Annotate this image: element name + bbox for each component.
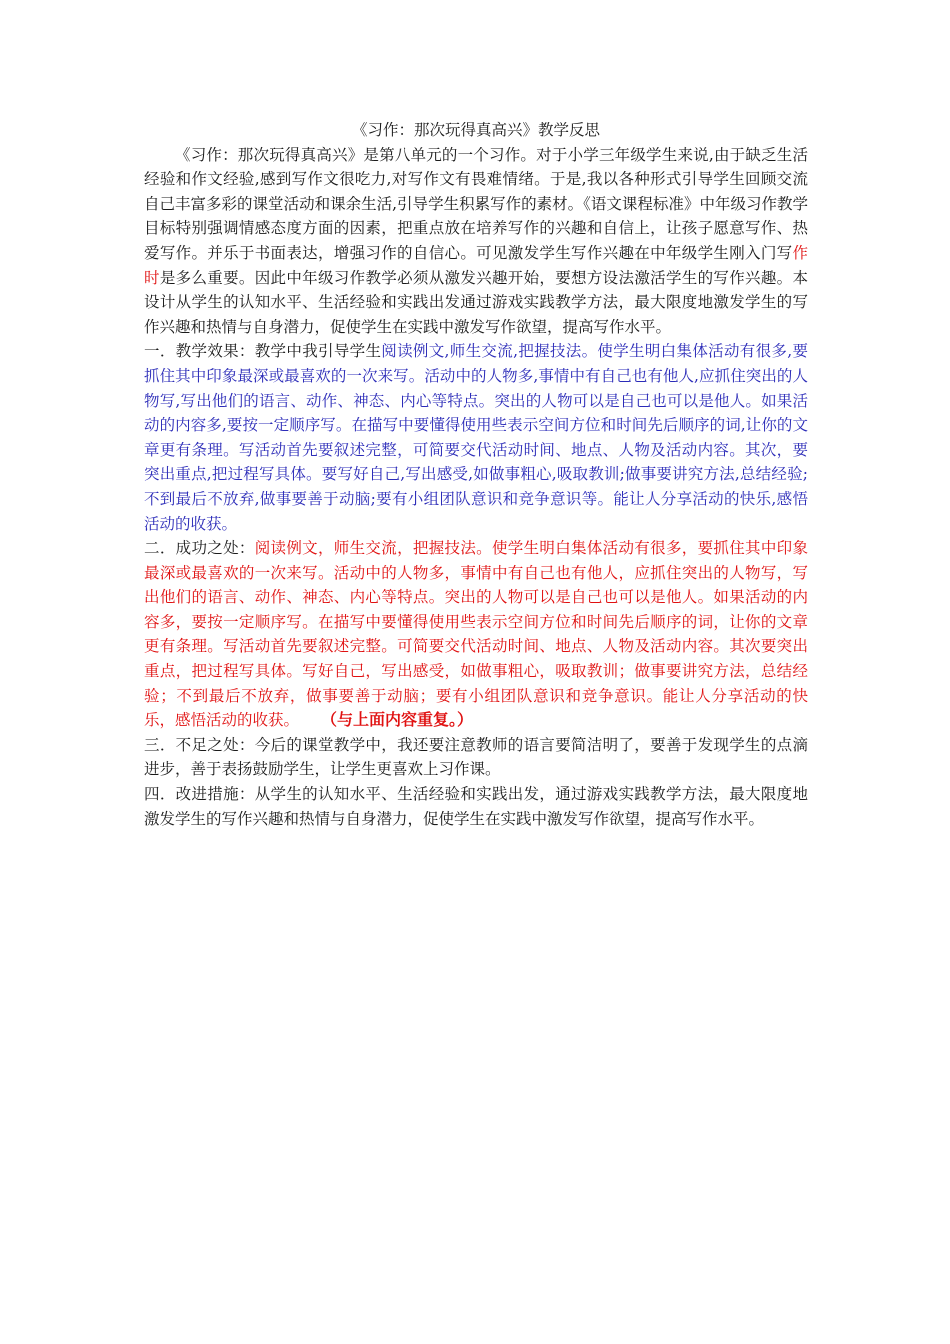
section2-body: 阅读例文，师生交流，把握技法。使学生明白集体活动有很多，要抓住其中印象最深或最喜欢的一次来写。活动中的人物多，事情中有自己也有他人，应抓住突出的人物写，写出他们的语言、动作、神态、内心等特点。突出的人物可以是自己也可以是他人。如果活动的内容多，要按一定顺序写。在描写中要懂得使用些表示空间方位和时间先后顺序的词，让你的文章更有条理。写活动首先要叙述完整。可简要交代活动时间、地点、人物及活动内容。其次要突出重点，把过程写具体。写好自己，写出感受，如做事粗心，吸取教训；做事要讲究方法，总结经验；不到最后不放弃，做事要善于动脑；要有小组团队意识和竞争意识。能让人分享活动的快乐，感悟活动的收获。	[144, 539, 808, 730]
section3-body: 今后的课堂教学中，我还要注意教师的语言要简洁明了，要善于发现学生的点滴进步，善于表扬鼓励学生，让学生更喜欢上习作课。	[144, 735, 808, 779]
section2-note: （与上面内容重复。）	[321, 710, 474, 730]
document-title: 《习作：那次玩得真高兴》教学反思	[351, 121, 600, 139]
intro-paragraph	[144, 143, 808, 340]
section-successes	[144, 536, 808, 733]
section3-heading: 三．不足之处：	[144, 735, 255, 754]
section-improvements	[144, 782, 808, 831]
section-shortcomings	[144, 733, 808, 782]
intro-text-part2: 是多么重要。因此中年级习作教学必须从激发兴趣开始，要想方设法激活学生的写作兴趣。本设计从学生的认知水平、生活经验和实践出发通过游戏实践教学方法，最大限度地激发学生的写作兴趣和热情与自身潜力，促使学生在实践中激发写作欲望，提高写作水平。	[144, 268, 808, 336]
intro-highlight: 作时	[144, 243, 808, 287]
section2-heading: 二．成功之处：	[144, 539, 255, 558]
section-teaching-effect	[144, 339, 808, 536]
section1-lead: 教学中我引导学生	[254, 342, 382, 361]
section4-heading: 四．改进措施：	[144, 785, 255, 804]
section1-body: 阅读例文,师生交流,把握技法。使学生明白集体活动有很多,要抓住其中印象最深或最喜欢的一次来写。活动中的人物多,事情中有自己也有他人,应抓住突出的人物写,写出他们的语言、动作、神态、内心等特点。突出的人物可以是自己也可以是他人。如果活动的内容多,要按一定顺序写。在描写中要懂得使用些表示空间方位和时间先后顺序的词,让你的文章更有条理。写活动首先要叙述完整，可简要交代活动时间、地点、人物及活动内容。其次，要突出重点,把过程写具体。要写好自己,写出感受,如做事粗心,吸取教训;做事要讲究方法,总结经验;不到最后不放弃,做事要善于动脑;要有小组团队意识和竞争意识等。能让人分享活动的快乐,感悟活动的收获。	[144, 342, 808, 533]
section1-heading: 一．教学效果：	[144, 342, 255, 361]
document-body	[144, 118, 808, 831]
section4-body: 从学生的认知水平、生活经验和实践出发，通过游戏实践教学方法，最大限度地激发学生的写作兴趣和热情与自身潜力，促使学生在实践中激发写作欲望，提高写作水平。	[144, 785, 808, 828]
intro-text-part1: 《习作：那次玩得真高兴》是第八单元的一个习作。对于小学三年级学生来说,由于缺乏生活经验和作文经验,感到写作文很吃力,对写作文有畏难情绪。于是,我以各种形式引导学生回顾交流自己丰富多彩的课堂活动和课余生活,引导学生积累写作的素材。《语文课程标准》中年级习作教学目标特别强调情感态度方面的因素，把重点放在培养写作的兴趣和自信上，让孩子愿意写作、热爱写作。并乐于书面表达，增强习作的自信心。可见激发学生写作兴趣在中年级学生刚入门写	[144, 145, 808, 262]
